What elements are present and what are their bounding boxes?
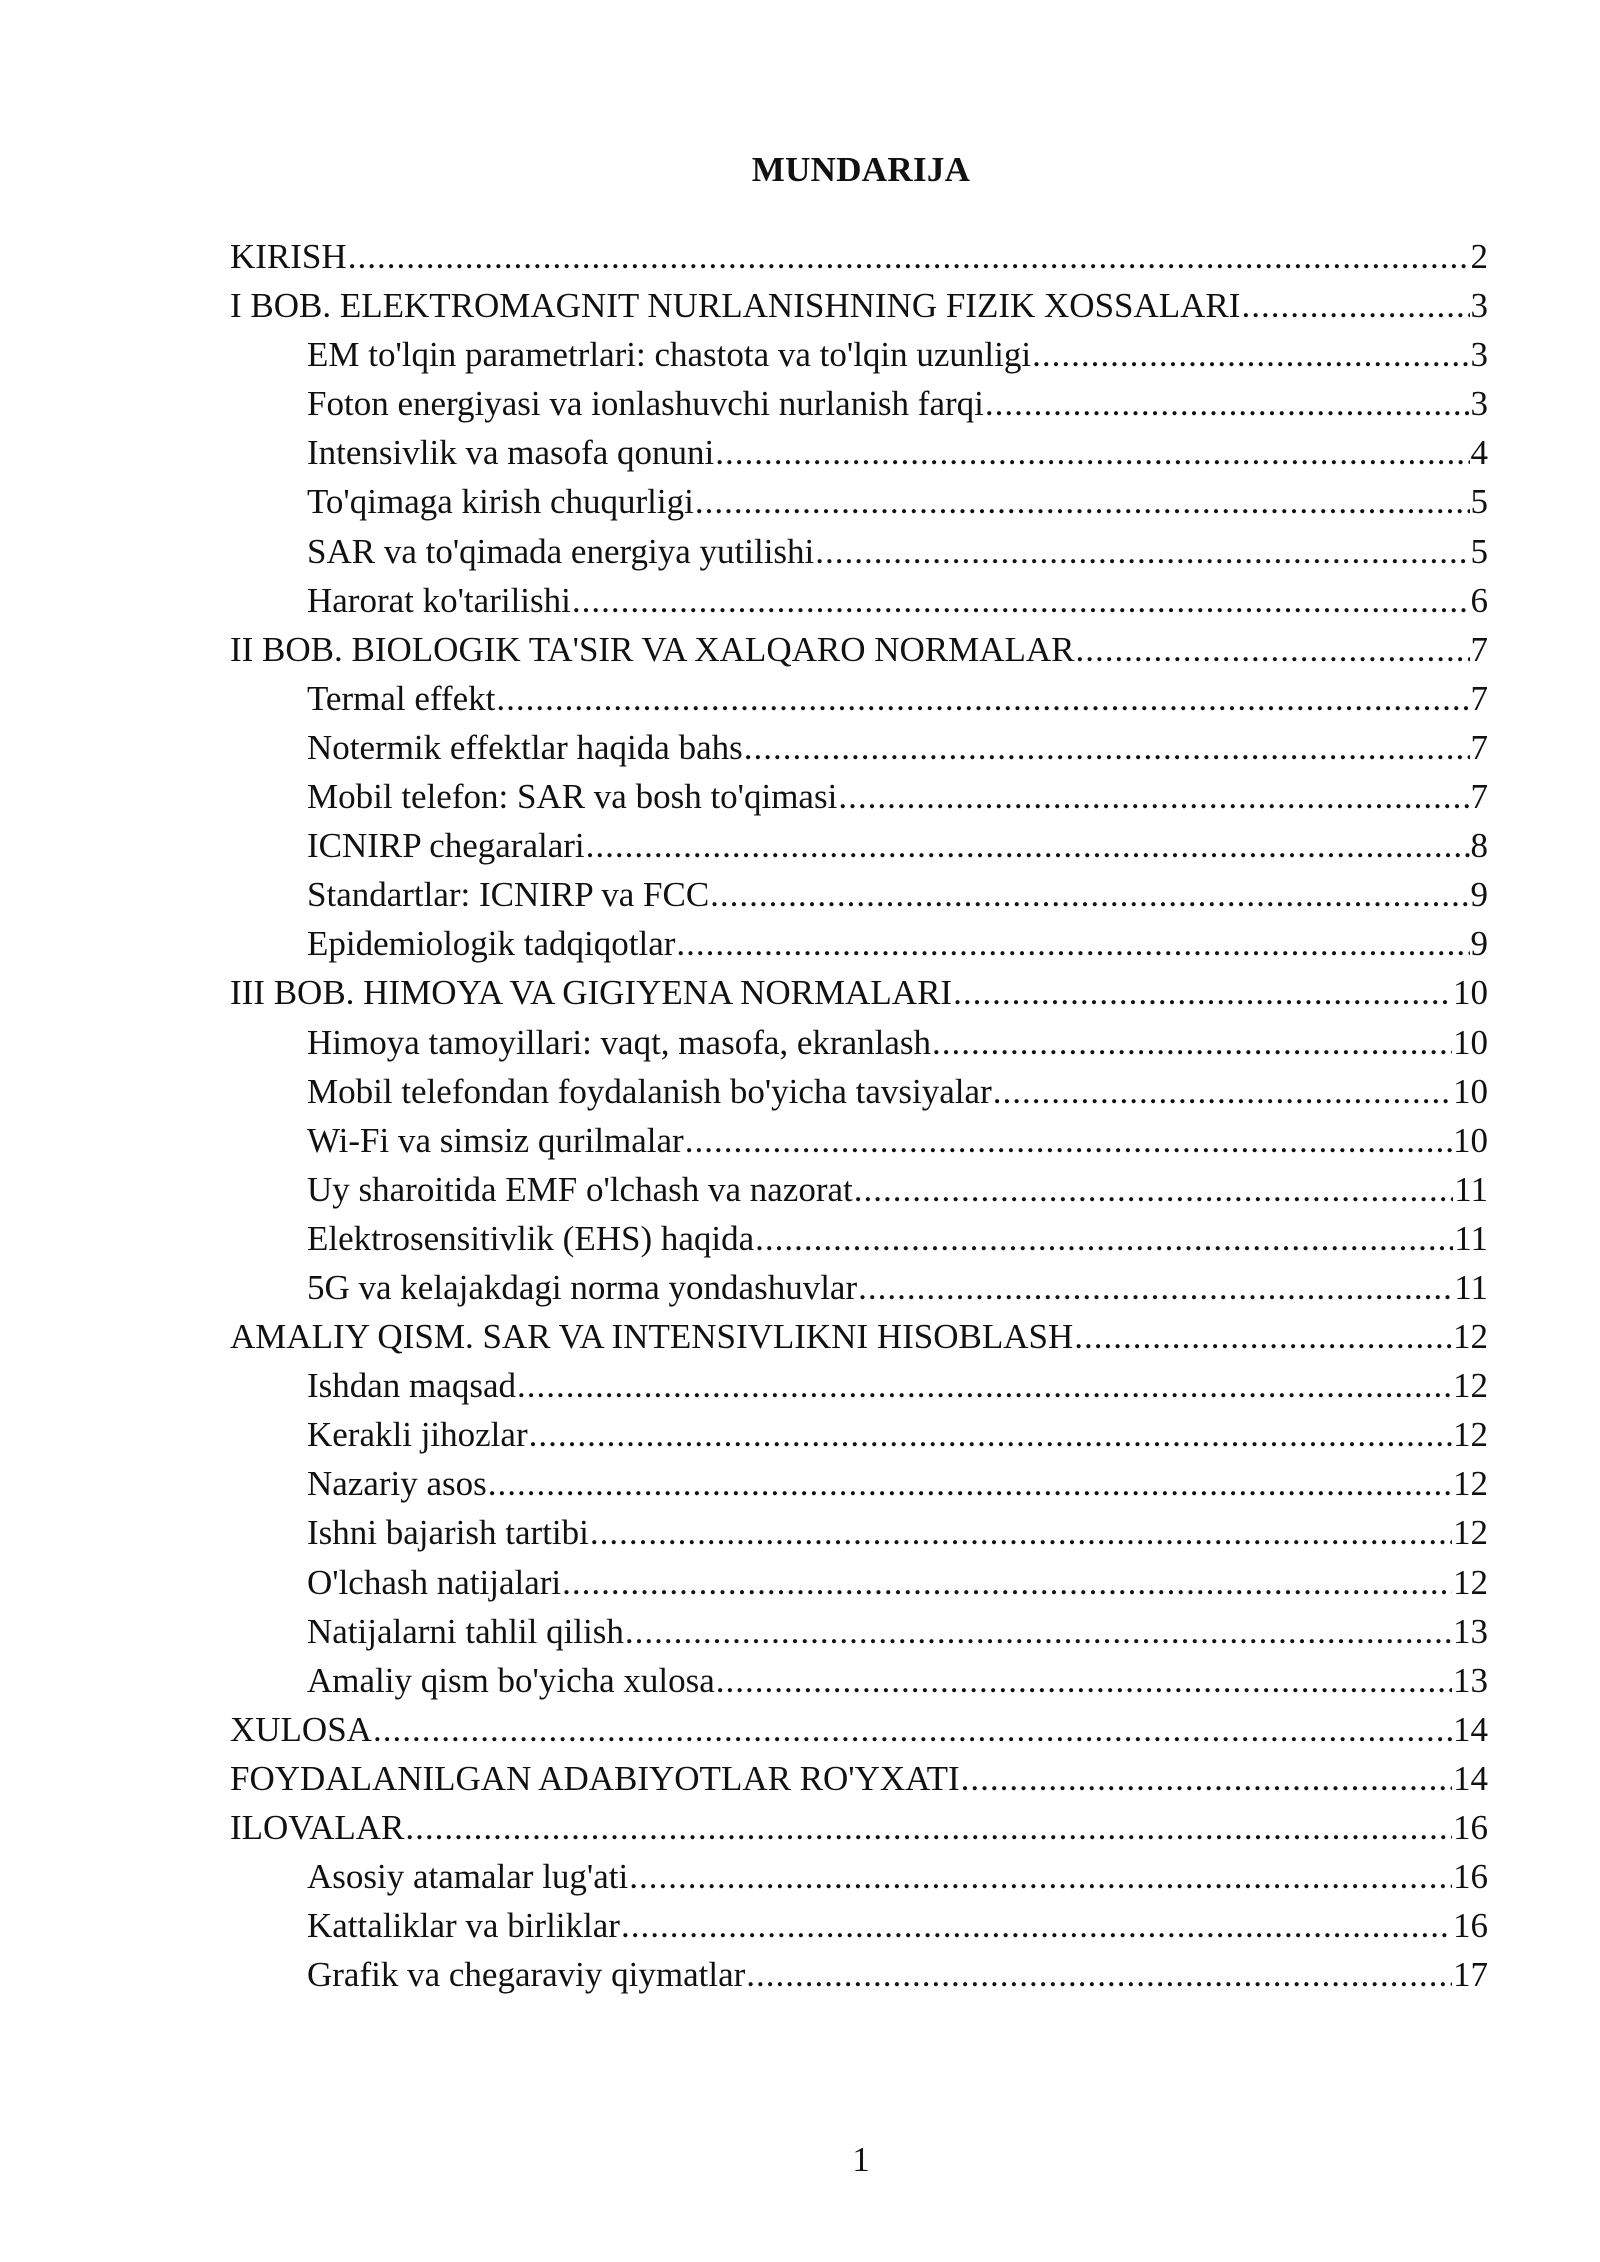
toc-entry-page: 12 xyxy=(1453,1415,1488,1455)
toc-dot-leader xyxy=(710,870,1469,919)
toc-entry-page: 14 xyxy=(1453,1758,1488,1798)
toc-entry-page: 12 xyxy=(1453,1464,1488,1504)
toc-subsection-entry[interactable] xyxy=(230,1901,1488,1950)
toc-entry-title: Mobil telefon: SAR va bosh to'qimasi xyxy=(307,777,838,817)
toc-dot-leader xyxy=(625,1607,1452,1656)
toc-subsection-entry[interactable] xyxy=(230,1214,1488,1263)
toc-subsection-entry[interactable] xyxy=(230,674,1488,723)
toc-entry-title: Grafik va chegaraviy qiymatlar xyxy=(307,1955,746,1995)
toc-dot-leader xyxy=(961,1754,1452,1803)
toc-chapter-entry[interactable] xyxy=(230,1705,1488,1754)
toc-subsection-entry[interactable] xyxy=(230,1607,1488,1656)
toc-dot-leader xyxy=(517,1361,1452,1410)
toc-dot-leader xyxy=(348,232,1470,281)
toc-entry-title: Standartlar: ICNIRP va FCC xyxy=(307,875,710,915)
toc-dot-leader xyxy=(985,379,1470,428)
toc-entry-title: AMALIY QISM. SAR VA INTENSIVLIKNI HISOBLASH xyxy=(230,1317,1074,1357)
page-title: MUNDARIJA xyxy=(751,150,971,189)
toc-entry-title: 5G va kelajakdagi norma yondashuvlar xyxy=(307,1267,858,1307)
toc-entry-page: 6 xyxy=(1470,580,1488,620)
toc-dot-leader xyxy=(676,919,1469,968)
toc-dot-leader xyxy=(488,1459,1452,1508)
toc-entry-page: 16 xyxy=(1453,1857,1488,1897)
toc-entry-title: Elektrosensitivlik (EHS) haqida xyxy=(307,1218,755,1258)
toc-dot-leader xyxy=(373,1705,1452,1754)
toc-subsection-entry[interactable] xyxy=(230,330,1488,379)
toc-chapter-entry[interactable] xyxy=(230,281,1488,330)
toc-entry-page: 11 xyxy=(1454,1218,1488,1258)
toc-dot-leader xyxy=(1074,1312,1452,1361)
toc-entry-page: 5 xyxy=(1470,482,1488,522)
toc-entry-page: 10 xyxy=(1453,1071,1488,1111)
toc-entry-title: Nazariy asos xyxy=(307,1464,487,1504)
toc-entry-title: Wi-Fi va simsiz qurilmalar xyxy=(307,1120,684,1160)
toc-entry-page: 13 xyxy=(1453,1660,1488,1700)
toc-chapter-entry[interactable] xyxy=(230,625,1488,674)
toc-entry-page: 12 xyxy=(1453,1562,1488,1602)
toc-dot-leader xyxy=(953,968,1452,1017)
toc-entry-title: Asosiy atamalar lug'ati xyxy=(307,1857,629,1897)
toc-dot-leader xyxy=(815,527,1469,576)
toc-subsection-entry[interactable] xyxy=(230,576,1488,625)
toc-dot-leader xyxy=(746,1950,1452,1999)
toc-entry-page: 17 xyxy=(1453,1955,1488,1995)
toc-dot-leader xyxy=(695,477,1470,526)
toc-entry-title: To'qimaga kirish chuqurligi xyxy=(307,482,694,522)
toc-entry-title: Amaliy qism bo'yicha xulosa xyxy=(307,1660,715,1700)
toc-subsection-entry[interactable] xyxy=(230,527,1488,576)
toc-dot-leader xyxy=(1032,330,1469,379)
toc-entry-title: Kattaliklar va birliklar xyxy=(307,1906,620,1946)
toc-dot-leader xyxy=(590,1508,1452,1557)
toc-entry-page: 16 xyxy=(1453,1906,1488,1946)
toc-entry-title: Kerakli jihozlar xyxy=(307,1415,528,1455)
toc-dot-leader xyxy=(621,1901,1452,1950)
toc-entry-title: FOYDALANILGAN ADABIYOTLAR RO'YXATI xyxy=(230,1758,960,1798)
toc-subsection-entry[interactable] xyxy=(230,1263,1488,1312)
toc-entry-page: 7 xyxy=(1470,727,1488,767)
toc-subsection-entry[interactable] xyxy=(230,1018,1488,1067)
toc-subsection-entry[interactable] xyxy=(230,772,1488,821)
toc-entry-title: I BOB. ELEKTROMAGNIT NURLANISHNING FIZIK XOSSALARI xyxy=(230,286,1241,326)
toc-entry-page: 4 xyxy=(1470,433,1488,473)
toc-subsection-entry[interactable] xyxy=(230,1558,1488,1607)
toc-subsection-entry[interactable] xyxy=(230,1116,1488,1165)
toc-entry-title: Uy sharoitida EMF o'lchash va nazorat xyxy=(307,1169,853,1209)
toc-subsection-entry[interactable] xyxy=(230,919,1488,968)
toc-entry-title: II BOB. BIOLOGIK TA'SIR VA XALQARO NORMALAR xyxy=(230,629,1075,669)
toc-entry-page: 7 xyxy=(1470,678,1488,718)
toc-subsection-entry[interactable] xyxy=(230,1656,1488,1705)
toc-entry-title: EM to'lqin parametrlari: chastota va to'lqin uzunligi xyxy=(307,335,1032,375)
table-of-contents xyxy=(230,232,1488,1999)
toc-entry-title: Harorat ko'tarilishi xyxy=(307,580,571,620)
toc-entry-title: Mobil telefondan foydalanish bo'yicha tavsiyalar xyxy=(307,1071,992,1111)
toc-dot-leader xyxy=(854,1165,1454,1214)
toc-subsection-entry[interactable] xyxy=(230,1361,1488,1410)
toc-dot-leader xyxy=(1241,281,1469,330)
toc-entry-page: 5 xyxy=(1470,531,1488,571)
toc-entry-page: 13 xyxy=(1453,1611,1488,1651)
toc-dot-leader xyxy=(838,772,1469,821)
toc-entry-page: 11 xyxy=(1454,1169,1488,1209)
toc-entry-page: 10 xyxy=(1453,1120,1488,1160)
toc-entry-page: 14 xyxy=(1453,1709,1488,1749)
toc-entry-page: 9 xyxy=(1470,875,1488,915)
toc-entry-title: KIRISH xyxy=(230,237,347,276)
toc-entry-title: Epidemiologik tadqiqotlar xyxy=(307,924,676,964)
toc-entry-title: III BOB. HIMOYA VA GIGIYENA NORMALARI xyxy=(230,973,953,1013)
toc-dot-leader xyxy=(715,428,1469,477)
toc-chapter-entry[interactable] xyxy=(230,232,1488,281)
page-number: 1 xyxy=(852,2140,870,2179)
toc-subsection-entry[interactable] xyxy=(230,379,1488,428)
toc-dot-leader xyxy=(744,723,1470,772)
toc-entry-page: 7 xyxy=(1470,629,1488,669)
toc-entry-title: Termal effekt xyxy=(307,678,496,718)
toc-entry-page: 9 xyxy=(1470,924,1488,964)
toc-chapter-entry[interactable] xyxy=(230,968,1488,1017)
toc-entry-page: 11 xyxy=(1454,1267,1488,1307)
toc-entry-title: Himoya tamoyillari: vaqt, masofa, ekranlash xyxy=(307,1022,931,1062)
toc-subsection-entry[interactable] xyxy=(230,1459,1488,1508)
toc-subsection-entry[interactable] xyxy=(230,1852,1488,1901)
toc-entry-page: 12 xyxy=(1453,1366,1488,1406)
toc-subsection-entry[interactable] xyxy=(230,1067,1488,1116)
toc-dot-leader xyxy=(932,1018,1452,1067)
toc-entry-page: 12 xyxy=(1453,1317,1488,1357)
toc-entry-title: Intensivlik va masofa qonuni xyxy=(307,433,715,473)
toc-dot-leader xyxy=(993,1067,1452,1116)
toc-subsection-entry[interactable] xyxy=(230,723,1488,772)
toc-entry-title: Foton energiyasi va ionlashuvchi nurlanish farqi xyxy=(307,384,984,424)
toc-subsection-entry[interactable] xyxy=(230,428,1488,477)
toc-entry-page: 3 xyxy=(1470,384,1488,424)
toc-entry-page: 10 xyxy=(1453,973,1488,1013)
toc-entry-title: Ishdan maqsad xyxy=(307,1366,516,1406)
toc-dot-leader xyxy=(685,1116,1452,1165)
toc-dot-leader xyxy=(405,1803,1452,1852)
toc-entry-page: 3 xyxy=(1470,335,1488,375)
toc-dot-leader xyxy=(496,674,1469,723)
toc-entry-page: 8 xyxy=(1470,826,1488,866)
toc-dot-leader xyxy=(858,1263,1453,1312)
toc-entry-title: Notermik effektlar haqida bahs xyxy=(307,727,743,767)
toc-dot-leader xyxy=(529,1410,1452,1459)
toc-dot-leader xyxy=(572,576,1470,625)
toc-chapter-entry[interactable] xyxy=(230,1803,1488,1852)
toc-subsection-entry[interactable] xyxy=(230,1508,1488,1557)
toc-subsection-entry[interactable] xyxy=(230,1950,1488,1999)
toc-entry-title: Ishni bajarish tartibi xyxy=(307,1513,589,1553)
toc-subsection-entry[interactable] xyxy=(230,1165,1488,1214)
toc-entry-page: 12 xyxy=(1453,1513,1488,1553)
toc-subsection-entry[interactable] xyxy=(230,477,1488,526)
toc-subsection-entry[interactable] xyxy=(230,870,1488,919)
toc-entry-page: 2 xyxy=(1470,237,1488,276)
toc-entry-title: ICNIRP chegaralari xyxy=(307,826,585,866)
toc-dot-leader xyxy=(755,1214,1453,1263)
toc-entry-title: ILOVALAR xyxy=(230,1808,405,1847)
toc-subsection-entry[interactable] xyxy=(230,1410,1488,1459)
toc-entry-title: O'lchash natijalari xyxy=(307,1562,562,1602)
toc-entry-page: 16 xyxy=(1453,1808,1488,1847)
toc-dot-leader xyxy=(586,821,1470,870)
toc-dot-leader xyxy=(716,1656,1452,1705)
toc-dot-leader xyxy=(1076,625,1470,674)
toc-dot-leader xyxy=(562,1558,1452,1607)
toc-chapter-entry[interactable] xyxy=(230,1754,1488,1803)
toc-dot-leader xyxy=(629,1852,1452,1901)
toc-subsection-entry[interactable] xyxy=(230,821,1488,870)
toc-entry-title: SAR va to'qimada energiya yutilishi xyxy=(307,531,815,571)
toc-entry-title: XULOSA xyxy=(230,1709,372,1749)
toc-entry-page: 7 xyxy=(1470,777,1488,817)
toc-entry-page: 3 xyxy=(1470,286,1488,326)
toc-entry-page: 10 xyxy=(1453,1022,1488,1062)
toc-entry-title: Natijalarni tahlil qilish xyxy=(307,1611,624,1651)
toc-chapter-entry[interactable] xyxy=(230,1312,1488,1361)
